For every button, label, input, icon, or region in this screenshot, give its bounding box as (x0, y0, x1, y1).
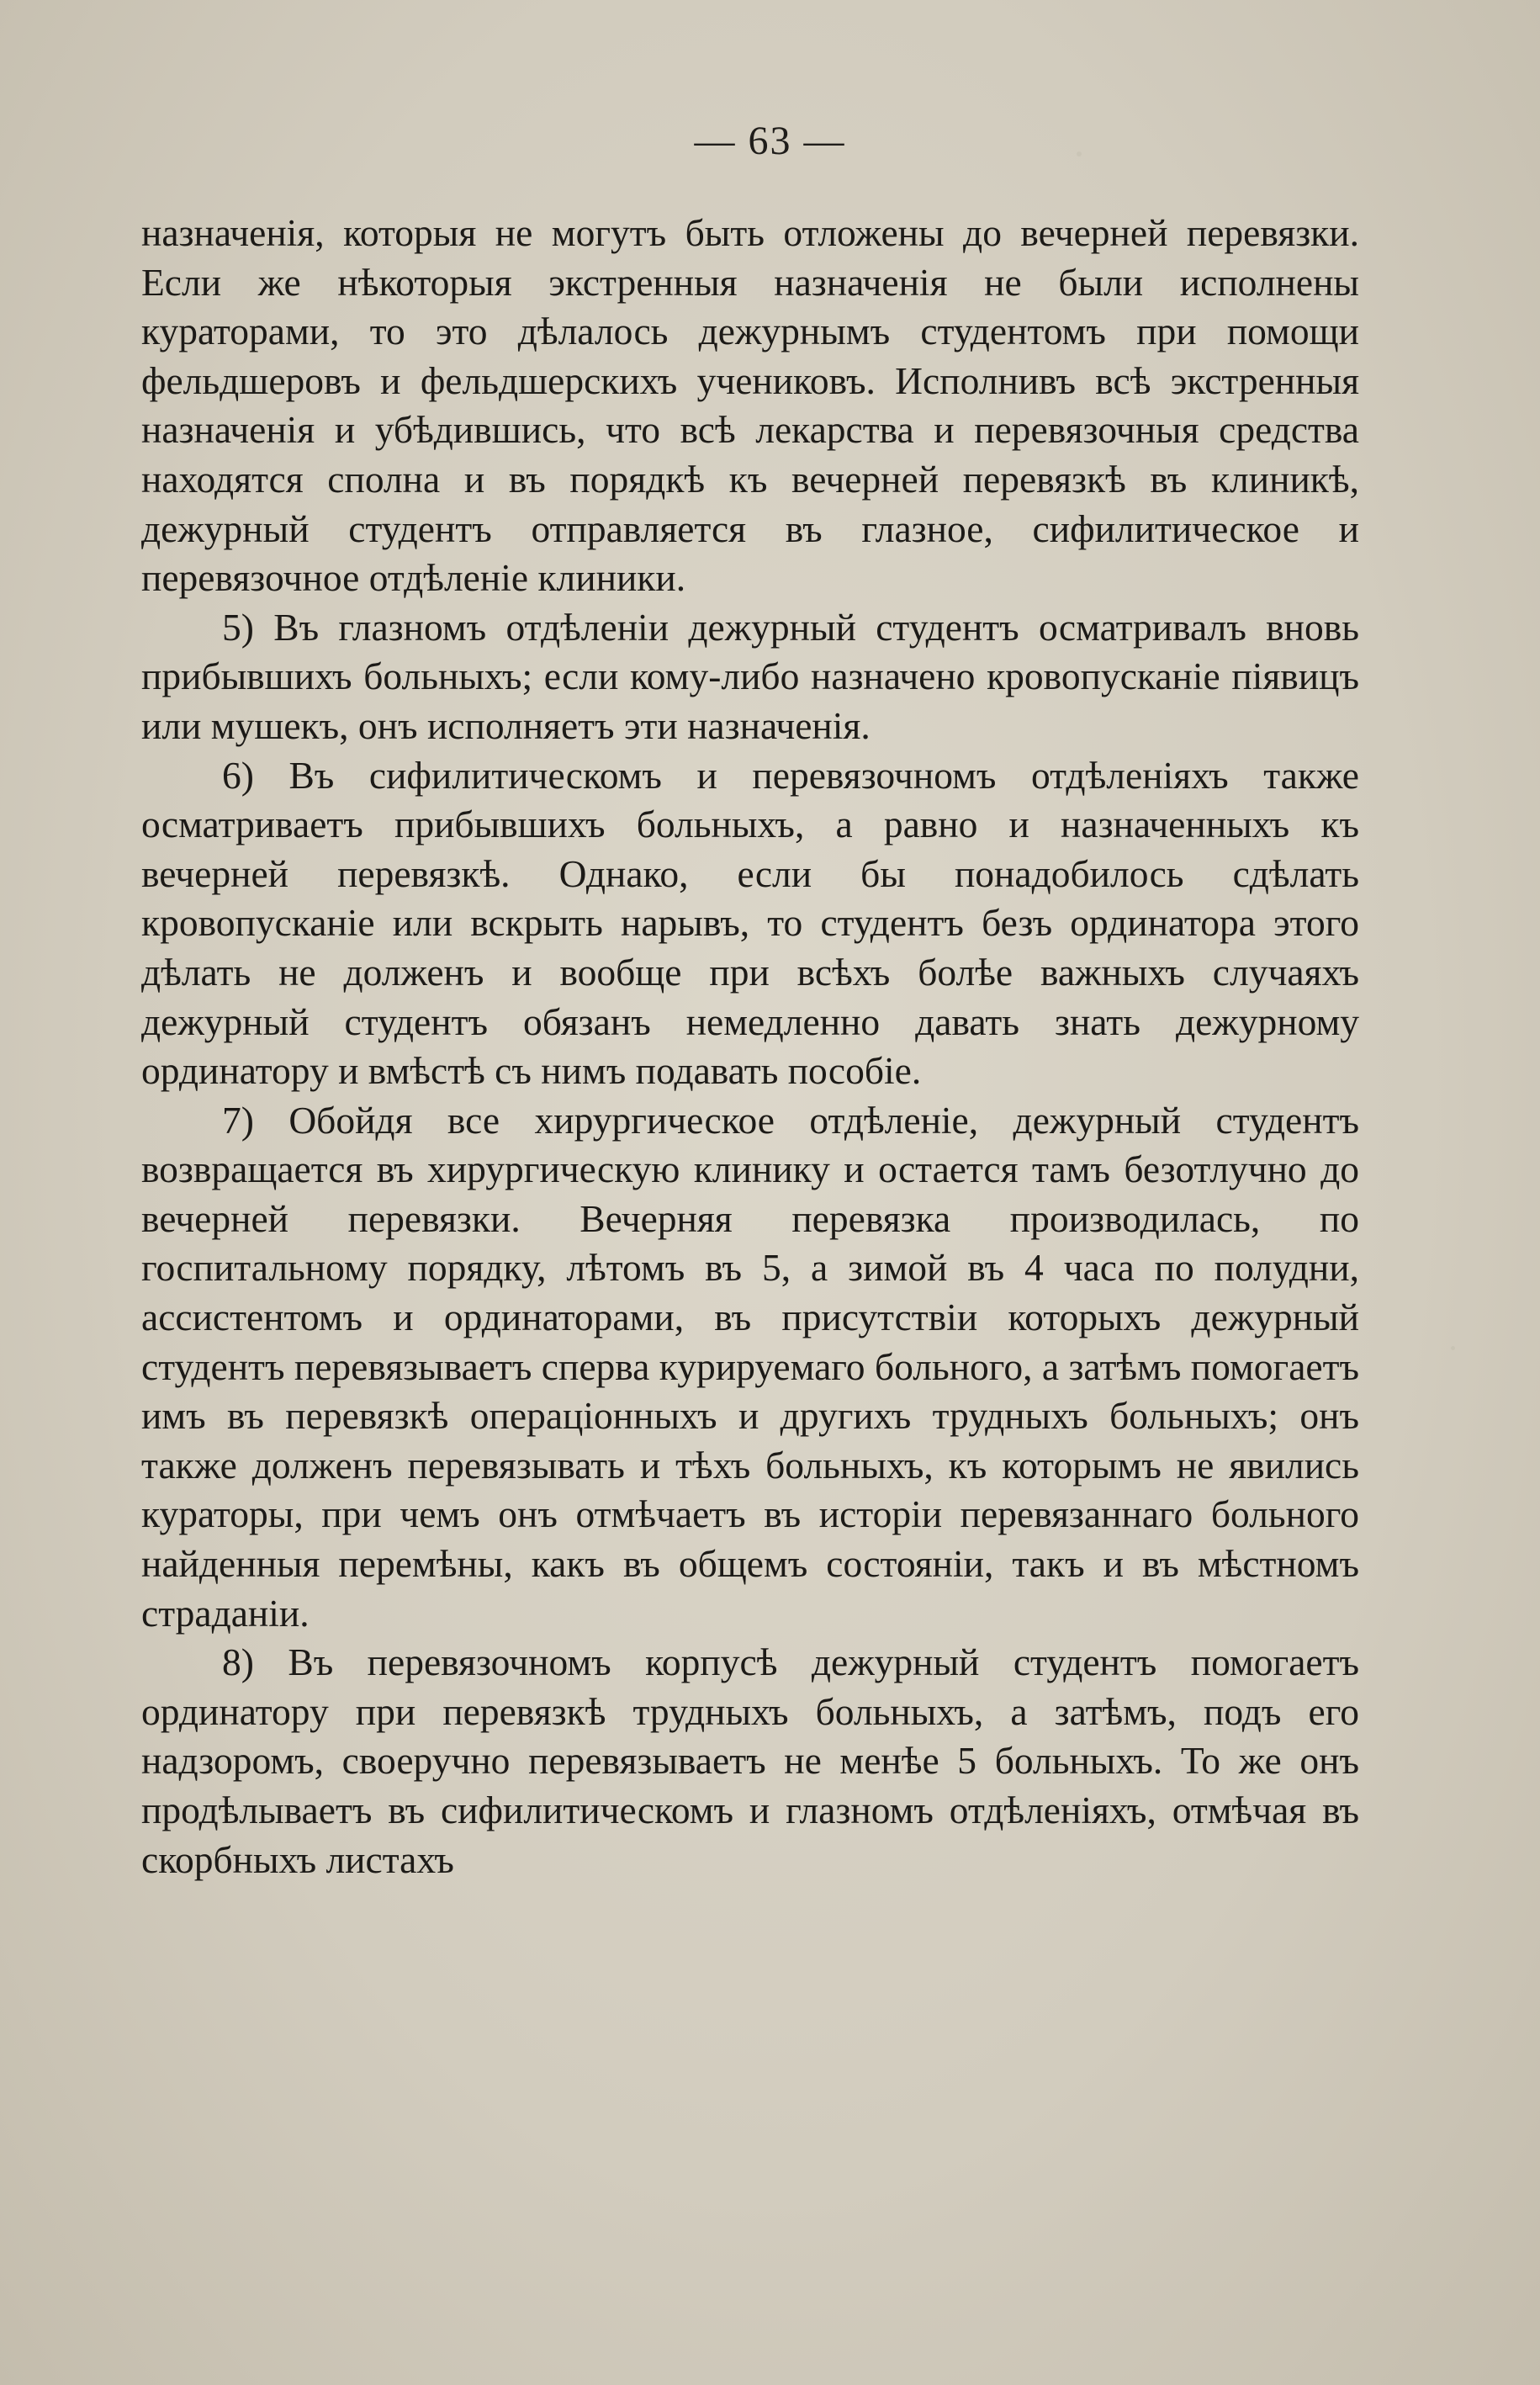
body-text (141, 209, 1359, 1884)
paragraph-8: 8) Въ перевязочномъ корпусѣ дежурный студентъ помогаетъ ординатору при перевязкѣ трудныхъ больныхъ, а затѣмъ, подъ его надзоромъ, своеручно перевязываетъ не менѣе 5 больныхъ. То же онъ продѣлываетъ въ сифилитическомъ и глазномъ отдѣленіяхъ, отмѣчая въ скорбныхъ листахъ (141, 1640, 1359, 1881)
paragraph-5: 5) Въ глазномъ отдѣленіи дежурный студентъ осматривалъ вновь прибывшихъ больныхъ; если кому-либо назначено кровопусканіе піявицъ или мушекъ, онъ исполняетъ эти назначенія. (141, 605, 1359, 747)
paragraph-6: 6) Въ сифилитическомъ и перевязочномъ отдѣленіяхъ также осматриваетъ прибывшихъ больныхъ, а равно и назначенныхъ къ вечерней перевязкѣ. Однако, если бы понадобилось сдѣлать кровопусканіе или вскрыть нарывъ, то студентъ безъ ординатора этого дѣлать не долженъ и вообще при всѣхъ болѣе важныхъ случаяхъ дежурный студентъ обязанъ немедленно давать знать дежурному ординатору и вмѣстѣ съ нимъ подавать пособіе. (141, 753, 1359, 1093)
page-number: — 63 — (694, 119, 846, 163)
speck (1451, 1346, 1455, 1350)
paragraph-continued: назначенія, которыя не могутъ быть отложены до вечерней перевязки. Если же нѣкоторыя экстренныя назначенія не были исполнены кураторами, то это дѣлалось дежурнымъ студентомъ при помощи фельдшеровъ и фельдшерскихъ учениковъ. Исполнивъ всѣ экстренныя назначенія и убѣдившись, что всѣ лекарства и перевязочныя средства находятся сполна и въ порядкѣ къ вечерней перевязкѣ въ клиникѣ, дежурный студентъ отправляется въ глазное, сифилитическое и перевязочное отдѣленіе клиники. (141, 211, 1359, 600)
paragraph-7: 7) Обойдя все хирургическое отдѣленіе, дежурный студентъ возвращается въ хирургическую клинику и остается тамъ безотлучно до вечерней перевязки. Вечерняя перевязка производилась, по госпитальному порядку, лѣтомъ въ 5, а зимой въ 4 часа по полудни, ассистентомъ и ординаторами, въ присутствіи которыхъ дежурный студентъ перевязываетъ сперва курируемаго больного, а затѣмъ помогаетъ имъ въ перевязкѣ операціонныхъ и другихъ трудныхъ больныхъ; онъ также долженъ перевязывать и тѣхъ больныхъ, къ которымъ не явились кураторы, при чемъ онъ отмѣчаетъ въ исторіи перевязаннаго больного найденныя перемѣны, какъ въ общемъ состояніи, такъ и въ мѣстномъ страданіи. (141, 1098, 1359, 1635)
